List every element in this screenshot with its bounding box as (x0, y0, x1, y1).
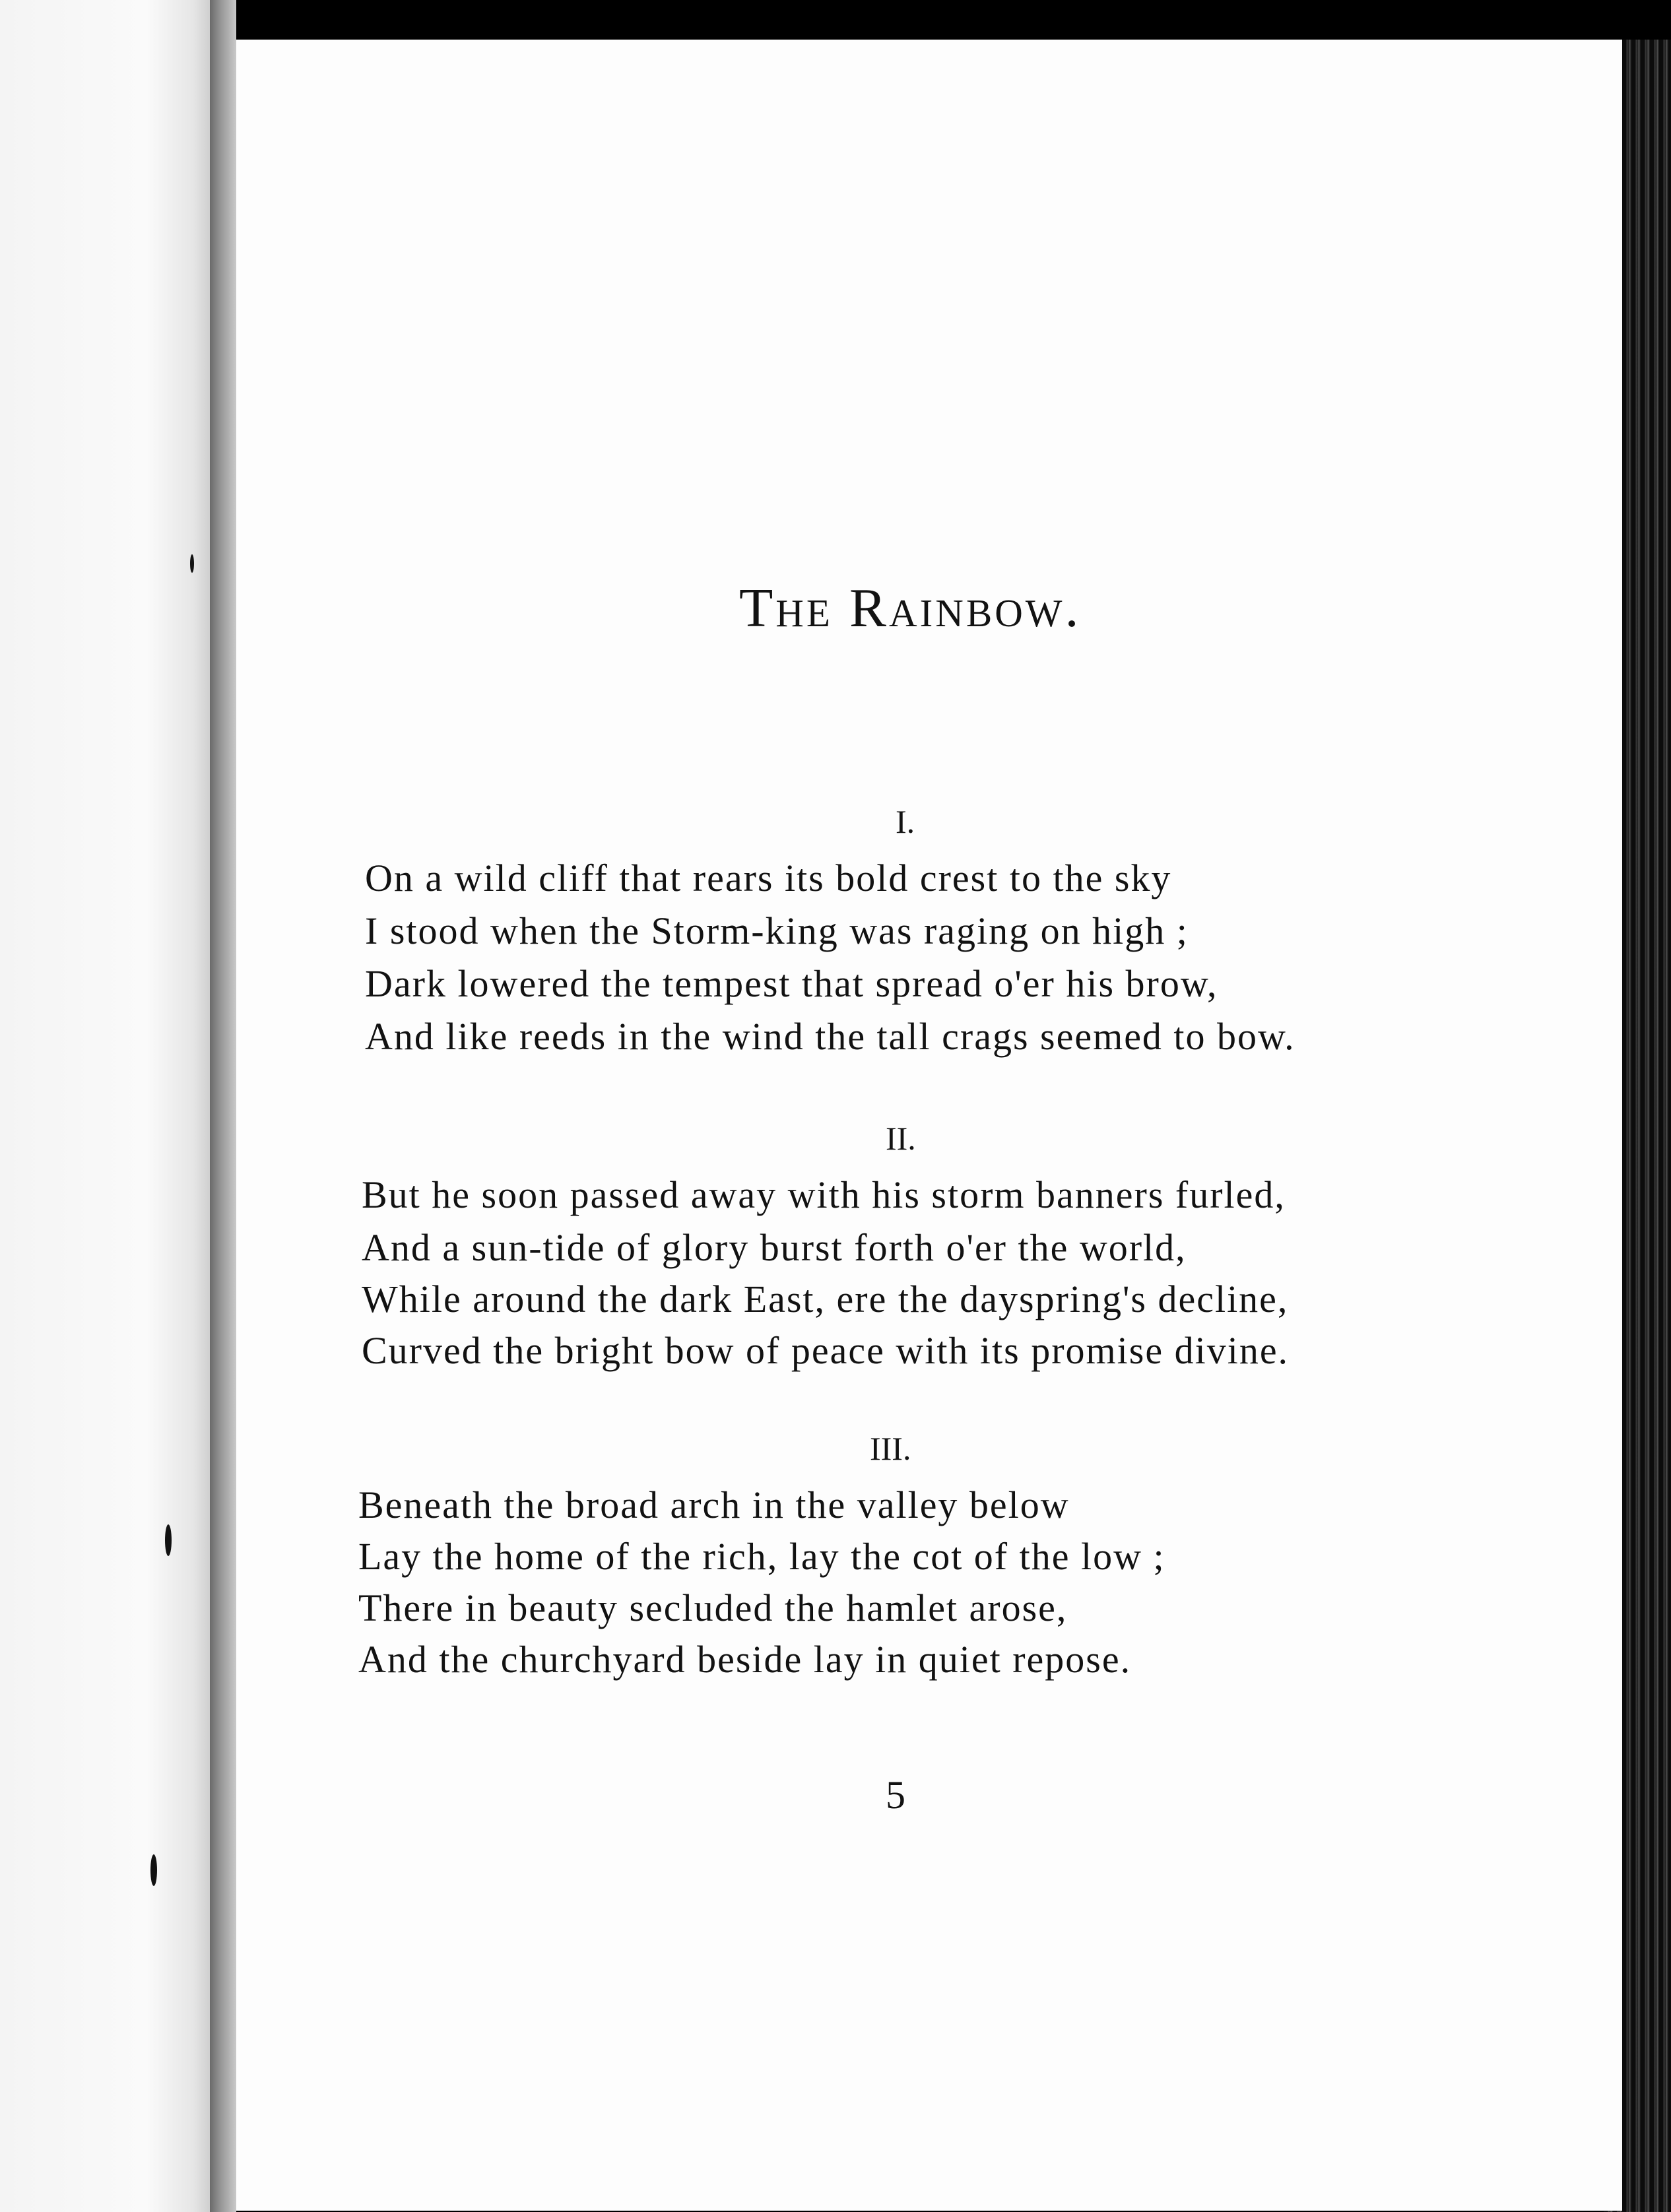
stanza-numeral: II. (886, 1120, 916, 1157)
verse-line: While around the dark East, ere the dayspring's decline, (362, 1278, 1289, 1320)
ink-mark (165, 1524, 172, 1556)
page-number: 5 (886, 1773, 905, 1817)
ink-mark (190, 554, 194, 573)
verse-line: Dark lowered the tempest that spread o'er his brow, (365, 962, 1218, 1005)
verse-line: Beneath the broad arch in the valley below (358, 1483, 1070, 1526)
verse-line: But he soon passed away with his storm banners furled, (362, 1173, 1286, 1216)
verse-line: Curved the bright bow of peace with its promise divine. (362, 1329, 1290, 1372)
adjacent-page-edge (0, 0, 210, 2212)
poem-title: The Rainbow. (739, 577, 1082, 639)
verse-line: There in beauty secluded the hamlet arose, (358, 1586, 1068, 1629)
ink-mark (150, 1854, 157, 1886)
stanza-numeral: I. (896, 803, 915, 840)
book-gutter (210, 0, 236, 2212)
book-page (236, 40, 1622, 2211)
verse-line: On a wild cliff that rears its bold crest to the sky (365, 857, 1172, 899)
verse-line: Lay the home of the rich, lay the cot of the low ; (358, 1535, 1165, 1578)
verse-line: And like reeds in the wind the tall crags seemed to bow. (365, 1015, 1295, 1058)
verse-line: I stood when the Storm-king was raging on high ; (365, 909, 1189, 952)
stanza-numeral: III. (870, 1430, 911, 1467)
verse-line: And the churchyard beside lay in quiet repose. (358, 1638, 1132, 1681)
verse-line: And a sun-tide of glory burst forth o'er the world, (362, 1226, 1187, 1269)
